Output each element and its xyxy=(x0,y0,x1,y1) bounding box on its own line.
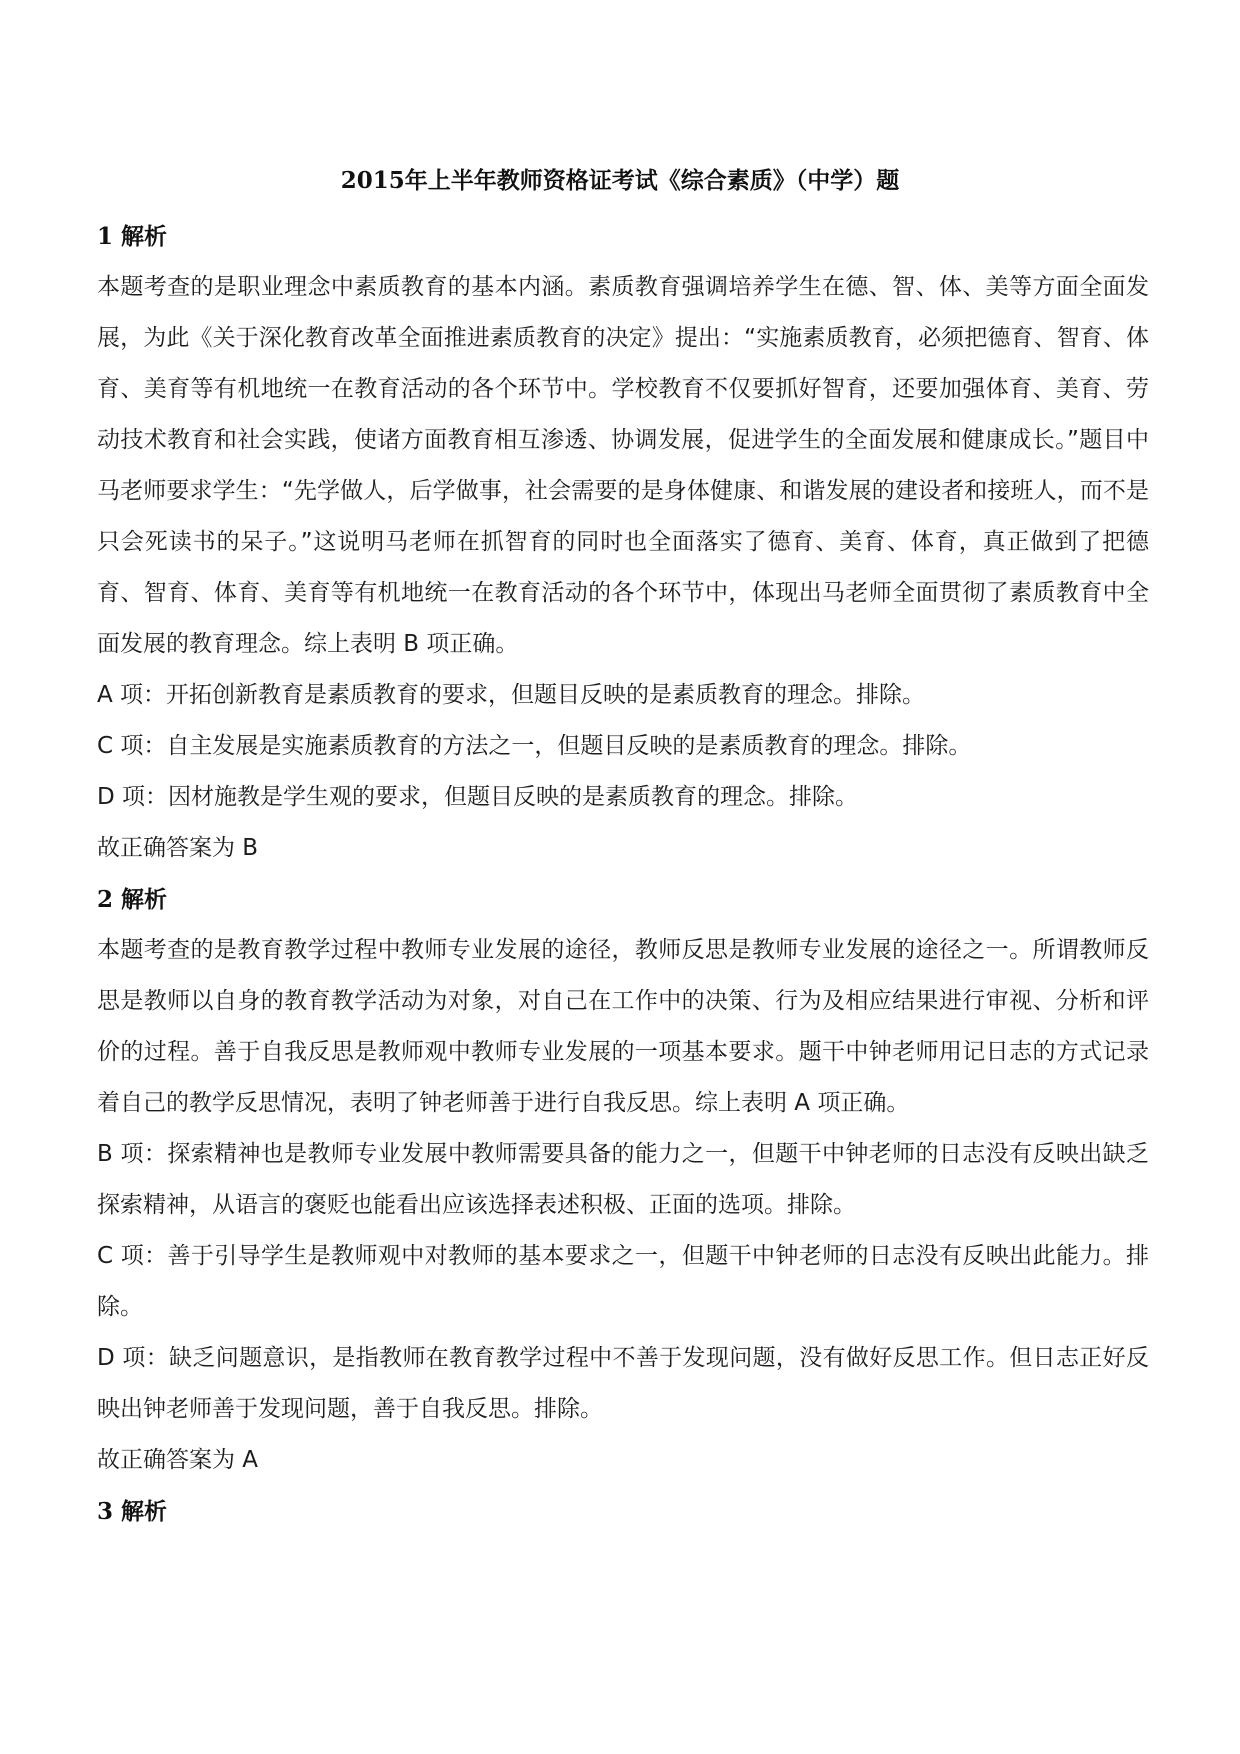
section-2-option-c-note: C 项：善于引导学生是教师观中对教师的基本要求之一，但题干中钟老师的日志没有反映出此能力。排除。 xyxy=(97,1243,1149,1320)
section-2-main-paragraph: 本题考查的是教育教学过程中教师专业发展的途径，教师反思是教师专业发展的途径之一。所谓教师反思是教师以自身的教育教学活动为对象，对自己在工作中的决策、行为及相应结果进行审视、分析和评价的过程。善于自我反思是教师观中教师专业发展的一项基本要求。题干中钟老师用记日志的方式记录着自己的教学反思情况，表明了钟老师善于进行自我反思。综上表明 A 项正确。 xyxy=(97,937,1149,1116)
section-1-option-a-note: A 项：开拓创新教育是素质教育的要求，但题目反映的是素质教育的理念。排除。 xyxy=(97,682,926,708)
document-body xyxy=(97,211,1149,1537)
section-1-option-d-note: D 项：因材施教是学生观的要求，但题目反映的是素质教育的理念。排除。 xyxy=(97,784,859,810)
section-heading: 2 解析 xyxy=(97,886,168,913)
section-1-option-c-note: C 项：自主发展是实施素质教育的方法之一，但题目反映的是素质教育的理念。排除。 xyxy=(97,733,972,759)
section-2-answer: 故正确答案为 A xyxy=(97,1447,259,1473)
section-2-option-b-note: B 项：探索精神也是教师专业发展中教师需要具备的能力之一，但题干中钟老师的日志没有反映出缺乏探索精神，从语言的褒贬也能看出应该选择表述积极、正面的选项。排除。 xyxy=(97,1141,1149,1218)
section-1 xyxy=(97,211,1149,874)
section-3 xyxy=(97,1486,1149,1537)
section-heading: 1 解析 xyxy=(97,223,168,250)
page-title: 2015年上半年教师资格证考试《综合素质》（中学）题 xyxy=(340,167,900,194)
section-2 xyxy=(97,874,1149,1486)
section-heading: 3 解析 xyxy=(97,1498,168,1525)
section-1-main-paragraph: 本题考查的是职业理念中素质教育的基本内涵。素质教育强调培养学生在德、智、体、美等方面全面发展，为此《关于深化教育改革全面推进素质教育的决定》提出：“实施素质教育，必须把德育、智育、体育、美育等有机地统一在教育活动的各个环节中。学校教育不仅要抓好智育，还要加强体育、美育、劳动技术教育和社会实践，使诸方面教育相互渗透、协调发展，促进学生的全面发展和健康成长。”题目中马老师要求学生：“先学做人，后学做事，社会需要的是身体健康、和谐发展的建设者和接班人，而不是只会死读书的呆子。”这说明马老师在抓智育的同时也全面落实了德育、美育、体育，真正做到了把德育、智育、体育、美育等有机地统一在教育活动的各个环节中，体现出马老师全面贯彻了素质教育中全面发展的教育理念。综上表明 B 项正确。 xyxy=(97,274,1149,657)
section-1-answer: 故正确答案为 B xyxy=(97,835,259,861)
section-2-option-d-note: D 项：缺乏问题意识，是指教师在教育教学过程中不善于发现问题，没有做好反思工作。但日志正好反映出钟老师善于发现问题，善于自我反思。排除。 xyxy=(97,1345,1149,1422)
